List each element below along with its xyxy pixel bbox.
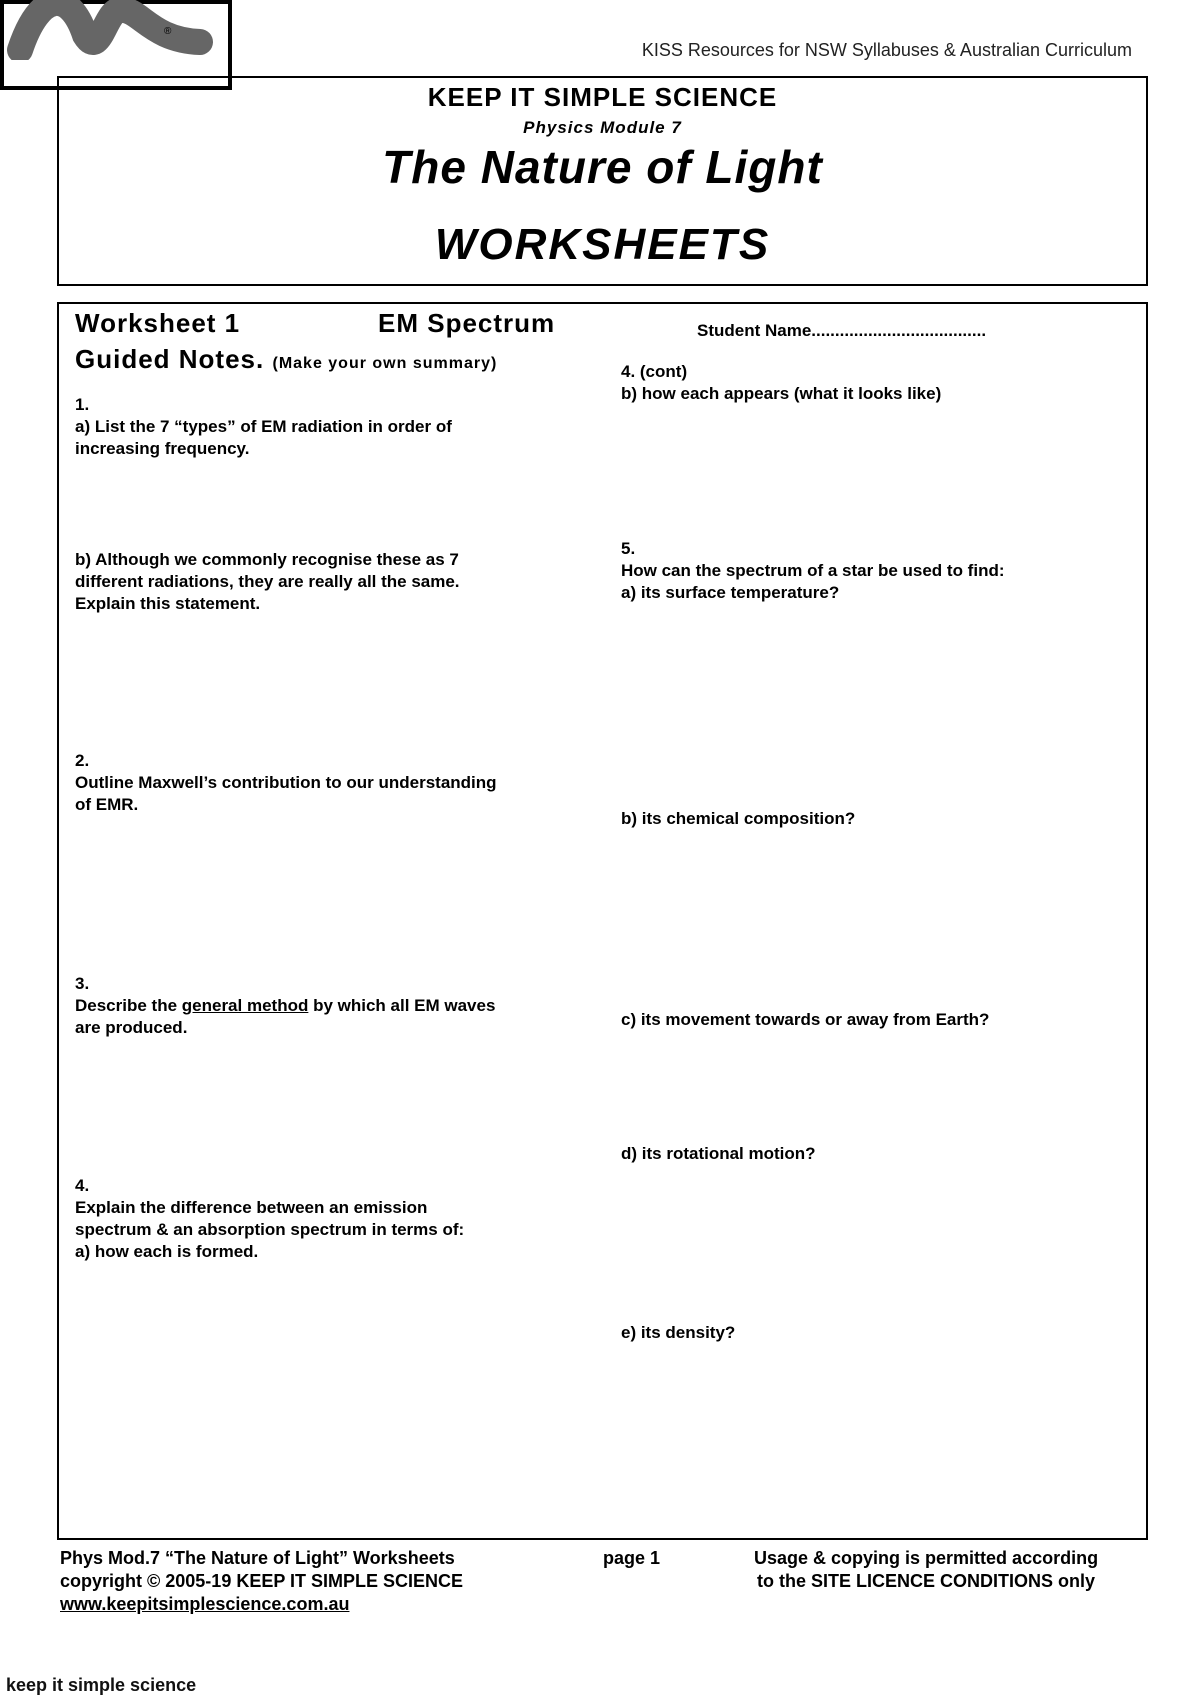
footer-left bbox=[60, 1547, 463, 1616]
q4-line: spectrum & an absorption spectrum in terms of: bbox=[75, 1220, 465, 1239]
footer-website-link[interactable]: www.keepitsimplescience.com.au bbox=[60, 1594, 350, 1614]
q3-line: are produced. bbox=[75, 1018, 188, 1037]
guided-note-hint: (Make your own summary) bbox=[272, 355, 498, 372]
q1b-line: Explain this statement. bbox=[75, 594, 261, 613]
q4-line: Explain the difference between an emission bbox=[75, 1198, 428, 1217]
logo-wave-icon bbox=[0, 0, 224, 60]
worksheet-box bbox=[57, 302, 1148, 1540]
q5e-text: e) its density? bbox=[621, 1323, 736, 1342]
guided-notes-heading bbox=[75, 344, 497, 375]
licence-line: Usage & copying is permitted according bbox=[754, 1548, 1099, 1568]
q3-text: by which all EM waves bbox=[308, 996, 496, 1015]
question-4 bbox=[75, 1175, 464, 1263]
header-tagline: KISS Resources for NSW Syllabuses & Australian Curriculum bbox=[641, 40, 1132, 60]
footer-copyright: copyright © 2005-19 KEEP IT SIMPLE SCIENCE bbox=[60, 1571, 464, 1591]
module-label: Physics Module 7 bbox=[523, 118, 682, 137]
question-4-cont bbox=[621, 361, 941, 405]
student-name-field[interactable]: Student Name..................................... bbox=[697, 321, 987, 340]
q4-line: a) how each is formed. bbox=[75, 1242, 259, 1261]
brand-name: KEEP IT SIMPLE SCIENCE bbox=[427, 82, 778, 112]
q1-number: 1. bbox=[75, 395, 90, 414]
footer-licence bbox=[754, 1547, 1098, 1593]
q4-cont-label: 4. (cont) bbox=[621, 362, 688, 381]
registered-mark: ® bbox=[164, 26, 172, 37]
footer-doc-title: Phys Mod.7 “The Nature of Light” Worksheets bbox=[60, 1548, 455, 1568]
question-3 bbox=[75, 973, 495, 1039]
question-5 bbox=[621, 538, 1005, 604]
page-subtitle: WORKSHEETS bbox=[434, 220, 771, 269]
q2-line: of EMR. bbox=[75, 795, 139, 814]
worksheet-topic: EM Spectrum bbox=[378, 308, 556, 338]
page-title: The Nature of Light bbox=[382, 141, 823, 193]
page-number: page 1 bbox=[603, 1548, 661, 1568]
q3-text: Describe the bbox=[75, 996, 182, 1015]
worksheet-number: Worksheet 1 bbox=[75, 308, 241, 338]
q1b-line: different radiations, they are really all the same. bbox=[75, 572, 460, 591]
licence-line: to the SITE LICENCE CONDITIONS only bbox=[757, 1571, 1096, 1591]
q2-number: 2. bbox=[75, 751, 90, 770]
q2-line: Outline Maxwell’s contribution to our understanding bbox=[75, 773, 497, 792]
question-2 bbox=[75, 750, 497, 816]
q1a-line: increasing frequency. bbox=[75, 439, 250, 458]
q4b-text: b) how each appears (what it looks like) bbox=[621, 384, 942, 403]
q1b-line: b) Although we commonly recognise these as 7 bbox=[75, 550, 459, 569]
question-1 bbox=[75, 394, 452, 460]
guided-notes: Guided Notes. bbox=[75, 344, 265, 374]
q3-number: 3. bbox=[75, 974, 90, 993]
q5d-text: d) its rotational motion? bbox=[621, 1144, 816, 1163]
q1a-line: a) List the 7 “types” of EM radiation in order of bbox=[75, 417, 452, 436]
q5-number: 5. bbox=[621, 539, 636, 558]
q5b-text: b) its chemical composition? bbox=[621, 809, 856, 828]
q5c-text: c) its movement towards or away from Earth? bbox=[621, 1010, 990, 1029]
logo-text: keep it simple science bbox=[6, 1675, 197, 1695]
q4-number: 4. bbox=[75, 1176, 90, 1195]
question-1b bbox=[75, 549, 460, 615]
q5a-text: a) its surface temperature? bbox=[621, 583, 840, 602]
q3-underlined: general method bbox=[181, 996, 309, 1015]
q5-text: How can the spectrum of a star be used to find: bbox=[621, 561, 1005, 580]
